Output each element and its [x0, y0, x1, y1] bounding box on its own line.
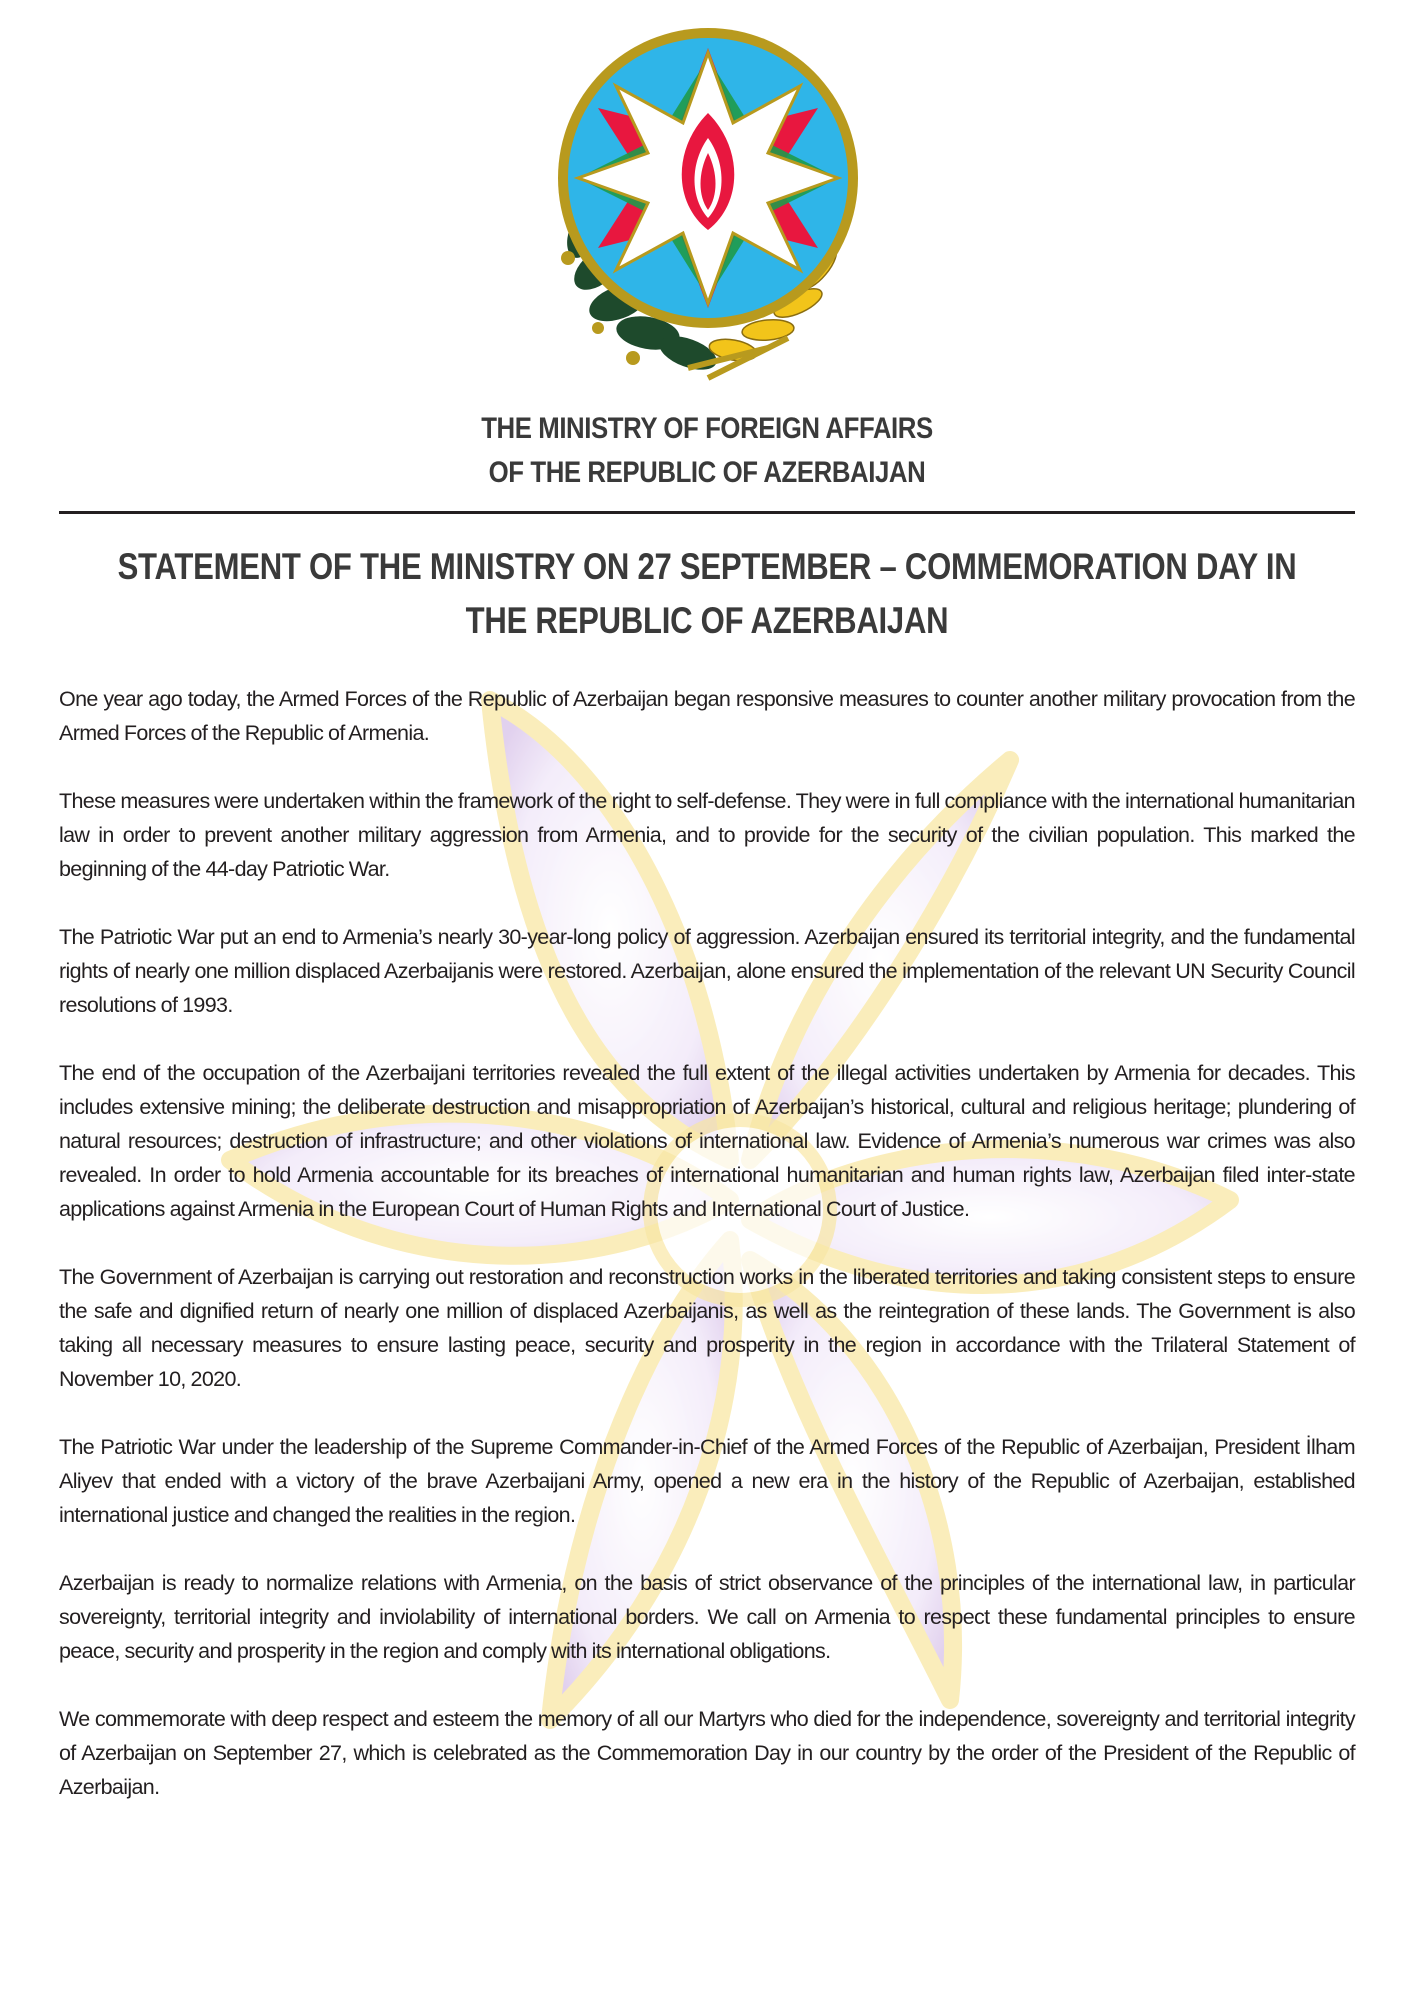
- paragraph: The Government of Azerbaijan is carrying out restoration and reconstruction works in the liberated territories and taking consistent steps to ensure the safe and dignified return of nearly one million of displaced Azerbaijanis, as well as the reintegration of these lands. The Government is also taking all necessary measures to ensure lasting peace, security and prosperity in the region in accordance with the Trilateral Statement of November 10, 2020.: [59, 1265, 1355, 1391]
- coat-of-arms-emblem: [538, 18, 878, 390]
- paragraph: The end of the occupation of the Azerbaijani territories revealed the full extent of the illegal activities undertaken by Armenia for decades. This includes extensive mining; the deliberate destruction and misappropriation of Azerbaijan’s historical, cultural and religious heritage; plundering of natural resources; destruction of infrastructure; and other violations of international law. Evidence of Armenia’s numerous war crimes was also revealed. In order to hold Armenia accountable for its breaches of international humanitarian and human rights law, Azerbaijan filed inter-state applications against Armenia in the European Court of Human Rights and International Court of Justice.: [59, 1061, 1355, 1221]
- paragraph: One year ago today, the Armed Forces of the Republic of Azerbaijan began responsive measures to counter another military provocation from the Armed Forces of the Republic of Armenia.: [59, 687, 1355, 745]
- statement-title-line-1: STATEMENT OF THE MINISTRY ON 27 SEPTEMBER – COMMEMORATION DAY IN: [117, 546, 1297, 587]
- statement-body: [59, 682, 1355, 1838]
- paragraph: The Patriotic War put an end to Armenia’s nearly 30-year-long policy of aggression. Azerbaijan ensured its territorial integrity, and the fundamental rights of nearly one million displaced Azerbaijanis were restored. Azerbaijan, alone ensured the implementation of the relevant UN Security Council resolutions of 1993.: [59, 925, 1355, 1017]
- paragraph: Azerbaijan is ready to normalize relations with Armenia, on the basis of strict observance of the principles of the international law, in particular sovereignty, territorial integrity and inviolability of international borders. We call on Armenia to respect these fundamental principles to ensure peace, security and prosperity in the region and comply with its international obligations.: [59, 1571, 1355, 1663]
- ministry-name-line-1: THE MINISTRY OF FOREIGN AFFAIRS: [481, 412, 933, 445]
- paragraph: These measures were undertaken within the framework of the right to self-defense. They were in full compliance with the international humanitarian law in order to prevent another military aggression from Armenia, and to provide for the security of the civilian population. This marked the beginning of the 44-day Patriotic War.: [59, 789, 1355, 881]
- ministry-name-line-2: OF THE REPUBLIC OF AZERBAIJAN: [488, 456, 926, 489]
- header-divider: [59, 511, 1355, 514]
- paragraph: We commemorate with deep respect and esteem the memory of all our Martyrs who died for the independence, sovereignty and territorial integrity of Azerbaijan on September 27, which is celebrated as the Commemoration Day in our country by the order of the President of the Republic of Azerbaijan.: [59, 1707, 1355, 1799]
- statement-title-line-2: THE REPUBLIC OF AZERBAIJAN: [465, 600, 949, 641]
- paragraph: The Patriotic War under the leadership of the Supreme Commander-in-Chief of the Armed Forces of the Republic of Azerbaijan, President İlham Aliyev that ended with a victory of the brave Azerbaijani Army, opened a new era in the history of the Republic of Azerbaijan, established international justice and changed the realities in the region.: [59, 1435, 1355, 1527]
